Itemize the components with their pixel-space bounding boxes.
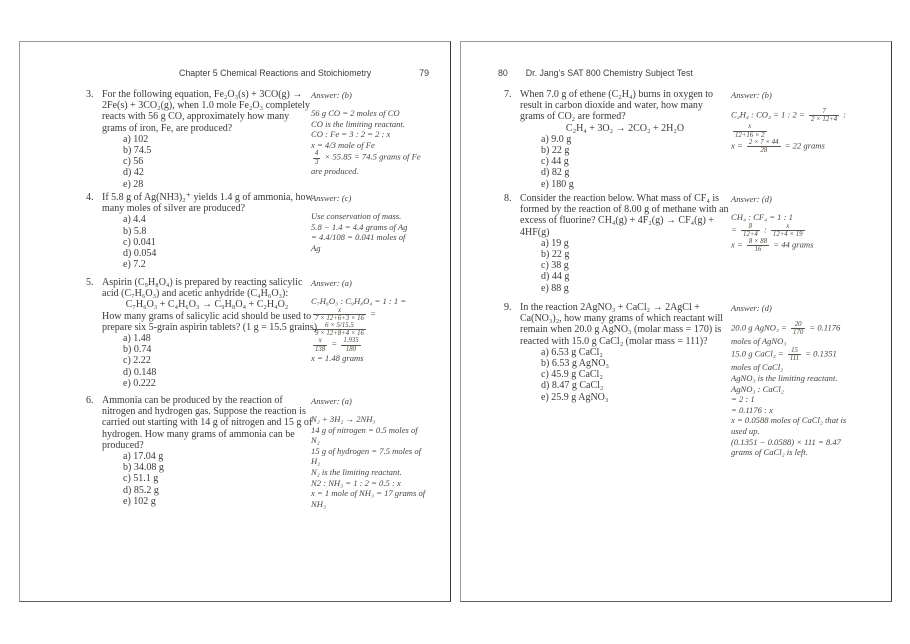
question-body [102, 277, 318, 389]
solution-line: x = 1.48 grams [311, 352, 364, 363]
question-text [102, 277, 312, 299]
choice-option: a) 4.4 [123, 214, 146, 226]
solution-work [311, 211, 451, 253]
solution-line: 20.0 g AgNO₃ = $\frac{20}{170}$ = 0.1176 [731, 321, 841, 337]
question-text-line: remain when 20.0 g AgNO₃ (molar mass = 170) is [520, 324, 722, 336]
solution-line: x = 0.0588 moles of CaCl₂ that is [731, 415, 847, 426]
fraction: $\frac{6 \times 5/15.5}{9 \times 12+8+4 \times 16}$ [315, 322, 364, 338]
solution-line: 14 g of nitrogen = 0.5 moles of [311, 424, 418, 435]
question-text [520, 302, 730, 347]
choice-option: c) 0.041 [123, 236, 156, 248]
choice-option: c) 44 g [541, 156, 569, 168]
question-body [102, 395, 312, 507]
fraction: $\frac{x}{12+16 \times 2}$ [735, 123, 765, 139]
page-right [460, 41, 892, 602]
solution-line: N₂ is the limiting reactant. [311, 466, 402, 477]
solution-work [731, 321, 886, 458]
question-block [461, 193, 891, 294]
question-text-line: Ammonia can be produced by the reaction of [102, 395, 283, 406]
choice-option: a) 6.53 g CaCl₂ [541, 346, 603, 358]
solution-work [731, 108, 886, 154]
solution-line: 5.8 − 1.4 = 4.4 grams of Ag [311, 221, 408, 232]
question-number: 4. [86, 192, 94, 203]
choice-option: a) 102 [123, 133, 149, 145]
solution-work [311, 108, 451, 176]
solution-line: AgNO₃ is the limiting reactant. [731, 373, 838, 383]
solution-line: CO is the limiting reactant. [311, 118, 405, 129]
question-text-line: nitrogen and hydrogen gas. Suppose the reaction is [102, 406, 306, 418]
question-text [102, 395, 312, 451]
question-text-line: reacts with 56 g CO, approximately how many [102, 111, 290, 123]
question-number: 5. [86, 277, 94, 288]
question-text [520, 89, 730, 123]
question-body [102, 89, 312, 190]
solution-line: Use conservation of mass. [311, 211, 402, 221]
choice-option: a) 1.48 [123, 333, 151, 345]
solution-line: C₂H₄ : CO₂ = 1 : 2 = $\frac{7}{2 \times 12+4}$ : [731, 108, 847, 124]
question-text-line: produced? [102, 439, 144, 451]
question-text-line: grams of CO₂ are formed? [520, 111, 626, 123]
choice-option: b) 5.8 [123, 225, 147, 237]
choice-option: e) 180 g [541, 178, 574, 190]
question-text-line: If 5.8 g of Ag(NH3)₂⁺ yields 1.4 g of ammonia, how [102, 192, 313, 203]
question-block [20, 192, 450, 270]
choice-option: a) 19 g [541, 237, 569, 249]
solution-line: = 0.1176 : x [731, 404, 773, 415]
solution-line: x = 4/3 mole of Fe [311, 139, 375, 150]
choice-option: d) 85.2 g [123, 484, 159, 496]
question-equation: C₇H₆O₃ + C₄H₆O₃ → C₉H₈O₄ + C₂H₄O₂ [125, 299, 289, 311]
choice-option: e) 0.222 [123, 377, 156, 389]
page-number: 80 [498, 68, 508, 78]
solution-line: $\frac{x}{7 \times 12+6+3 \times 16}$ = [311, 307, 451, 322]
question-text-line: prepare six 5-grain aspirin tablets? (1 g = 15.5 grains) [102, 321, 318, 333]
choice-option: c) 45.9 g CaCl₂ [541, 369, 603, 381]
question-text-line: result in carbon dioxide and water, how many [520, 100, 703, 112]
solution-line: 56 g CO = 2 moles of CO [311, 108, 400, 118]
solution-line: AgNO₃ : CaCl₂ [731, 383, 784, 394]
solution-line: = 4.4/108 = 0.041 moles of [311, 232, 406, 243]
solution-line: $\frac{x}{138}$ = $\frac{1.935}{180}$ [311, 337, 451, 352]
solution-line [311, 322, 451, 337]
choice-option: d) 0.148 [123, 366, 157, 378]
solution-line: H₂ [311, 456, 321, 467]
solution-line: N2 : NH₃ = 1 : 2 = 0.5 : x [311, 477, 401, 488]
solution-line: = 2 : 1 [731, 394, 755, 405]
fraction: $\frac{x}{138}$ [315, 337, 326, 353]
question-text-line: excess of fluorine? CH₄(g) + 4F₂(g) → CF₄(g) + [520, 215, 714, 227]
question-text-line: hydrogen. How many grams of ammonia can be [102, 428, 295, 440]
question-number: 6. [86, 395, 94, 406]
solution-work [731, 212, 886, 253]
question-text-line: Consider the reaction below. What mass of CF₄ is [520, 193, 720, 204]
fraction: $\frac{15}{111}$ [789, 347, 800, 363]
solution-line: NH₃ [311, 498, 326, 509]
answer-label: Answer: (c) [311, 193, 352, 203]
question-number: 8. [504, 193, 512, 204]
question-text [102, 89, 312, 134]
answer-choices [520, 238, 730, 294]
answer-label: Answer: (b) [311, 90, 352, 100]
question-text [102, 192, 312, 214]
choice-option: b) 0.74 [123, 344, 152, 356]
choice-option: c) 51.1 g [123, 473, 159, 485]
page-number: 79 [419, 68, 429, 78]
question-equation: C₂H₄ + 3O₂ → 2CO₂ + 2H₂O [565, 122, 685, 134]
question-text-line: many moles of silver are produced? [102, 203, 246, 215]
answer-column [311, 193, 451, 253]
solution-line: 15 g of hydrogen = 7.5 moles of [311, 445, 422, 456]
question-number: 9. [504, 302, 512, 313]
question-block [461, 89, 891, 190]
choice-option: d) 82 g [541, 167, 570, 179]
question-text-line: 4HF(g) [520, 226, 550, 238]
choice-option: a) 9.0 g [541, 133, 572, 145]
questions-area [461, 42, 891, 601]
solution-line: 15.0 g CaCl₂ = $\frac{15}{111}$ = 0.1351 [731, 347, 837, 363]
solution-line: used up. [731, 425, 760, 436]
choice-option: d) 8.47 g CaCl₂ [541, 380, 604, 392]
choice-option: b) 74.5 [123, 145, 152, 157]
question-text-line: acid (C₇H₆O₃) and acetic anhydride (C₄H₆O₃): [102, 288, 289, 300]
choice-option: c) 2.22 [123, 355, 151, 367]
question-text-line: reacted with 15.0 g CaCl₂ (molar mass = 111)? [520, 335, 708, 347]
answer-choices [520, 134, 730, 190]
fraction: $\frac{7}{2 \times 12+4}$ [810, 108, 838, 124]
choice-option: d) 44 g [541, 271, 570, 283]
question-text-line: How many grams of salicylic acid should be used to [102, 310, 312, 322]
solution-line: x = $\frac{2 \times 7 \times 44}{28}$ = 22 grams [731, 138, 825, 155]
question-text-line: For the following equation, Fe₂O₃(s) + 3CO(g) → [102, 89, 303, 100]
answer-choices [102, 214, 312, 270]
question-text-line: formed by the reaction of 8.00 g of methane with an [520, 204, 729, 216]
solution-line: are produced. [311, 165, 359, 176]
running-header-title: Chapter 5 Chemical Reactions and Stoichiometry [179, 68, 372, 78]
solution-line: x = 1 mole of NH₃ = 17 grams of [311, 488, 426, 499]
question-number: 3. [86, 89, 94, 100]
fraction: $\frac{x}{7 \times 12+6+3 \times 16}$ [315, 306, 364, 322]
choice-option: e) 28 [123, 178, 144, 190]
choice-option: d) 42 [123, 167, 144, 179]
choice-option: c) 38 g [541, 260, 569, 272]
choice-option: e) 102 g [123, 495, 156, 507]
solution-work [311, 296, 451, 363]
choice-option: d) 0.054 [123, 248, 157, 260]
question-number: 7. [504, 89, 512, 100]
fraction: $\frac{x}{12+4 \times 19}$ [772, 222, 803, 238]
solution-line: $\frac{4}{3}$ × 55.85 = 74.5 grams of Fe [311, 150, 451, 165]
solution-line: CH₄ : CF₄ = 1 : 1 [731, 212, 793, 222]
answer-column [731, 303, 886, 458]
question-text-line: grams of iron, Fe, are produced? [102, 122, 233, 134]
fraction: $\frac{8}{12+4}$ [742, 222, 758, 238]
answer-label: Answer: (d) [731, 303, 772, 313]
answer-choices [102, 134, 312, 190]
choice-option: b) 22 g [541, 249, 570, 261]
solution-line: moles of AgNO₃ [731, 336, 787, 347]
question-body [520, 193, 730, 294]
solution-line: CO : Fe = 3 : 2 = 2 : x [311, 129, 391, 140]
choice-option: b) 34.08 g [123, 462, 164, 474]
choice-option: e) 7.2 [123, 259, 146, 271]
answer-label: Answer: (a) [311, 396, 352, 406]
choice-option: b) 22 g [541, 145, 570, 157]
fraction: $\frac{1.935}{180}$ [343, 337, 359, 353]
fraction: $\frac{4}{3}$ [315, 150, 319, 166]
answer-column [731, 90, 886, 154]
answer-choices [520, 347, 730, 403]
question-text-line: In the reaction 2AgNO₃ + CaCl₂ → 2AgCl + [520, 302, 700, 313]
question-block [20, 395, 450, 507]
solution-line: Ag [311, 242, 321, 253]
solution-line: N₂ [311, 435, 320, 446]
fraction: $\frac{8 \times 88}{16}$ [748, 238, 768, 254]
solution-line: = $\frac{8}{12+4}$ : $\frac{x}{12+4 \times 19}$ [731, 223, 886, 238]
choice-option: a) 17.04 g [123, 451, 164, 463]
page-left [19, 41, 451, 602]
solution-line: N₂ + 3H₂ → 2NH₃ [311, 414, 376, 424]
question-block [461, 302, 891, 458]
questions-area [20, 42, 450, 601]
answer-choices [102, 451, 312, 507]
question-text-line: carried out starting with 14 g of nitrogen and 15 g of [102, 417, 313, 429]
question-block [20, 277, 450, 389]
answer-column [311, 90, 451, 176]
question-body [520, 89, 730, 190]
answer-column [731, 194, 886, 253]
fraction: $\frac{2 \times 7 \times 44}{28}$ [748, 138, 779, 155]
question-text-continued [102, 310, 318, 333]
choice-option: b) 6.53 g AgNO₃ [541, 358, 609, 370]
answer-column [311, 396, 451, 509]
choice-option: e) 88 g [541, 282, 569, 294]
question-text-line: 2Fe(s) + 3CO₂(g), when 1.0 mole Fe₂O₃ completely [102, 100, 311, 112]
question-text-line: Ca(NO₃)₂, how many grams of which reactant will [520, 313, 724, 325]
solution-line: (0.1351 − 0.0588) × 111 = 8.47 [731, 436, 841, 447]
question-body [520, 302, 730, 403]
question-body [102, 192, 312, 270]
answer-label: Answer: (d) [731, 194, 772, 204]
answer-label: Answer: (b) [731, 90, 772, 100]
question-text-line: Aspirin (C₉H₈O₄) is prepared by reacting salicylic [102, 277, 303, 288]
question-text [520, 193, 730, 238]
question-block [20, 89, 450, 190]
answer-column [311, 278, 451, 363]
solution-line: C₇H₆O₃ : C₉H₈O₄ = 1 : 1 = [311, 296, 407, 306]
choice-option: e) 25.9 g AgNO₃ [541, 391, 609, 403]
solution-line: x = $\frac{8 \times 88}{16}$ = 44 grams [731, 238, 814, 254]
choice-option: c) 56 [123, 156, 144, 168]
answer-label: Answer: (a) [311, 278, 352, 288]
solution-line: moles of CaCl₂ [731, 362, 784, 373]
fraction: $\frac{20}{170}$ [793, 321, 804, 337]
question-text-line: When 7.0 g of ethene (C₂H₄) burns in oxygen to [520, 89, 714, 100]
answer-choices [102, 333, 312, 389]
solution-line: grams of CaCl₂ is left. [731, 447, 808, 458]
solution-work [311, 414, 451, 509]
solution-line [731, 123, 886, 138]
running-header-title: Dr. Jang’s SAT 800 Chemistry Subject Test [525, 68, 693, 78]
